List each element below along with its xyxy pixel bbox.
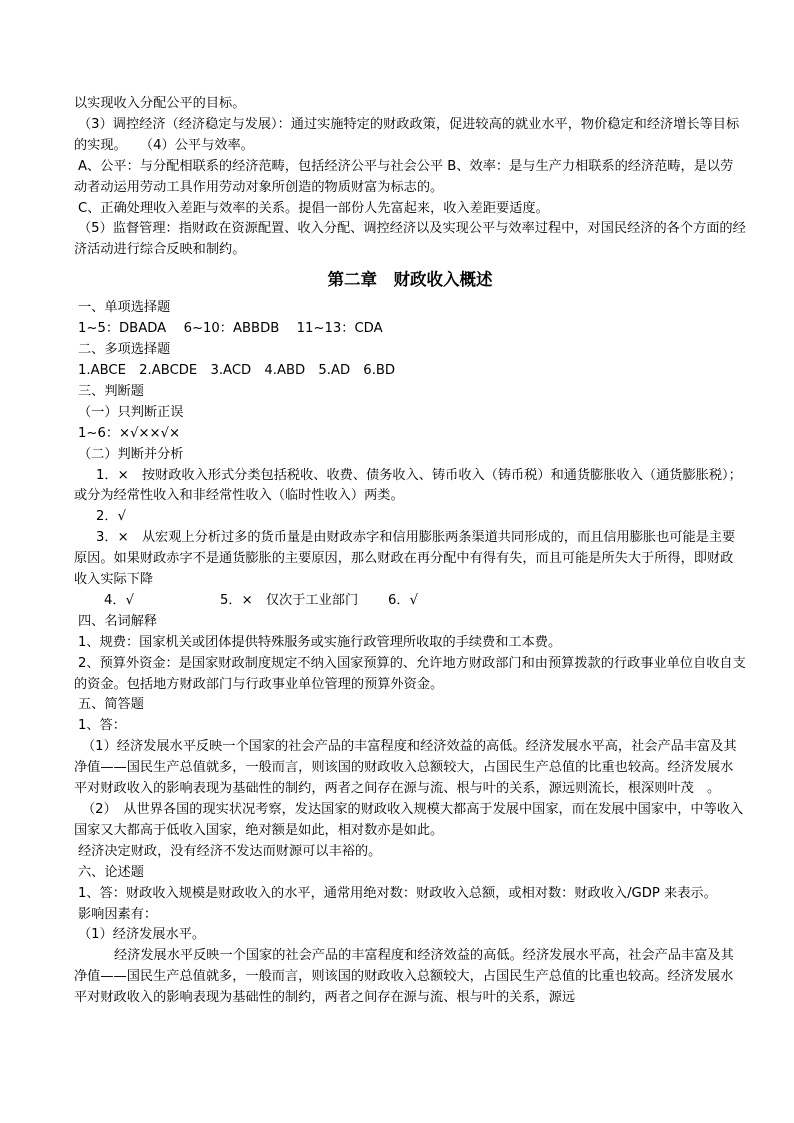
section-heading: 二、多项选择题 bbox=[78, 342, 171, 358]
answer-line: 1~5：DBADA 6~10：ABBDB 11~13：CDA bbox=[78, 321, 383, 337]
document-page bbox=[74, 94, 746, 1009]
text-paragraph: （5）监督管理：指财政在资源配置、收入分配、调控经济以及实现公平与效率过程中，对国民经济的各个方面的经济活动进行综合反映和制约。 bbox=[74, 221, 746, 258]
subsection-heading: （二）判断并分析 bbox=[78, 446, 184, 462]
judgement-item: 1．× 按财政收入形式分类包括税收、收费、债务收入、铸币收入（铸币税）和通货膨胀收入（通货膨胀税）；或分为经常性收入和非经常性收入（临时性收入）两类。 bbox=[74, 467, 742, 504]
essay-paragraph: （1）经济发展水平。 bbox=[78, 927, 206, 943]
essay-paragraph: 经济发展水平反映一个国家的社会产品的丰富程度和经济效益的高低。经济发展水平高，社会产品丰富及其净值——国民生产总值就多，一般而言，则该国的财政收入总额较大，占国民生产总值的比重也较高。经济发展水平对财政收入的影响表现为基础性的制约，两者之间存在源与流、根与叶的关系，源远 bbox=[74, 948, 734, 1006]
term-definition: 2、预算外资金：是国家财政制度规定不纳入国家预算的、允许地方财政部门和由预算拨款的行政事业单位自收自支的资金。包括地方财政部门与行政事业单位管理的预算外资金。 bbox=[74, 655, 746, 692]
answer-paragraph: 经济决定财政，没有经济不发达而财源可以丰裕的。 bbox=[78, 843, 382, 859]
answer-line: 1~6：×√××√× bbox=[78, 425, 181, 441]
section-heading: 五、简答题 bbox=[78, 697, 144, 713]
section-heading: 六、论述题 bbox=[78, 864, 144, 880]
subsection-heading: （一）只判断正误 bbox=[78, 404, 184, 420]
answer-label: 1、答： bbox=[78, 718, 126, 734]
answer-paragraph: （1）经济发展水平反映一个国家的社会产品的丰富程度和经济效益的高低。经济发展水平高，社会产品丰富及其净值——国民生产总值就多，一般而言，则该国的财政收入总额较大，占国民生产总值的比重也较高。经济发展水平对财政收入的影响表现为基础性的制约，两者之间存在源与流、根与叶的关系，源远则流长，根深则叶茂 。 bbox=[74, 739, 737, 797]
term-definition: 1、规费：国家机关或团体提供特殊服务或实施行政管理所收取的手续费和工本费。 bbox=[78, 634, 562, 650]
section-heading: 一、单项选择题 bbox=[78, 300, 171, 316]
essay-paragraph: 影响因素有： bbox=[78, 906, 158, 922]
judgement-item: 6．√ bbox=[388, 592, 418, 608]
text-paragraph: （3）调控经济（经济稳定与发展）：通过实施特定的财政政策，促进较高的就业水平，物价稳定和经济增长等目标的实现。 （4）公平与效率。 bbox=[74, 116, 740, 153]
judgement-item: 4．√ bbox=[104, 592, 134, 608]
text-paragraph: A、公平：与分配相联系的经济范畴，包括经济公平与社会公平 B、效率：是与生产力相联系的经济范畴，是以劳动者动运用劳动工具作用劳动对象所创造的物质财富为标志的。 bbox=[74, 158, 734, 195]
text-line: 以实现收入分配公平的目标。 bbox=[74, 96, 246, 111]
section-heading: 三、判断题 bbox=[78, 383, 144, 399]
answer-paragraph: （2） 从世界各国的现实状况考察，发达国家的财政收入规模大都高于发展中国家，而在发展中国家中，中等收入国家又大都高于低收入国家，绝对额是如此，相对数亦是如此。 bbox=[74, 802, 744, 838]
answer-line: 1.ABCE 2.ABCDE 3.ACD 4.ABD 5.AD 6.BD bbox=[78, 362, 396, 378]
judgement-item: 3．× 从宏观上分析过多的货币量是由财政赤字和信用膨胀两条渠道共同形成的，而且信用膨胀也可能是主要原因。如果财政赤字不是通货膨胀的主要原因，那么财政在再分配中有得有失，而且可能是所失大于所得，即财政收入实际下降 bbox=[74, 530, 736, 588]
chapter-title: 第二章 财政收入概述 bbox=[327, 270, 493, 290]
judgement-item: 2．√ bbox=[96, 509, 126, 525]
judgement-row bbox=[74, 591, 746, 612]
text-line: C、正确处理收入差距与效率的关系。提倡一部份人先富起来，收入差距要适度。 bbox=[78, 200, 549, 216]
essay-paragraph: 1、答：财政收入规模是财政收入的水平，通常用绝对数：财政收入总额，或相对数：财政收入/GDP 来表示。 bbox=[78, 885, 717, 901]
section-heading: 四、名词解释 bbox=[78, 613, 158, 629]
judgement-item: 5．× 仅次于工业部门 bbox=[220, 592, 359, 608]
